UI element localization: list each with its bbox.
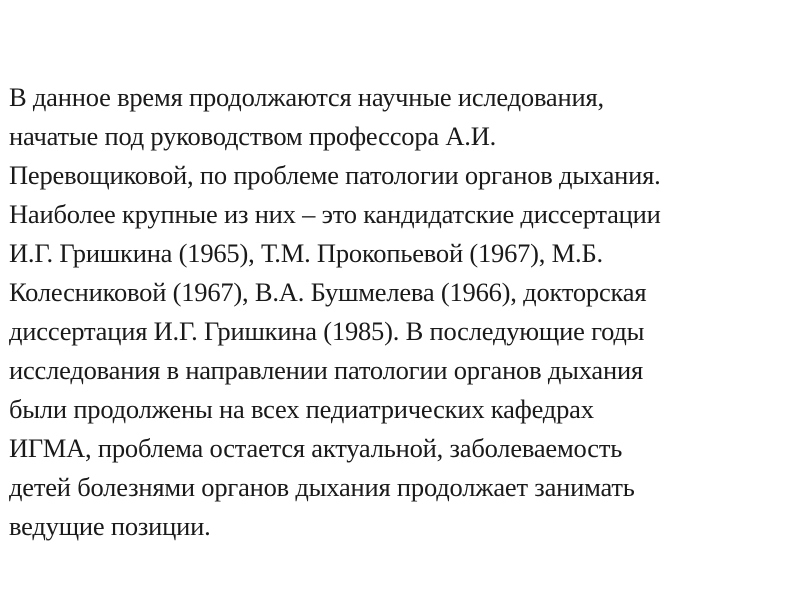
text-line: ведущие позиции.	[9, 511, 211, 541]
text-line: Наиболее крупные из них – это кандидатские диссертации	[9, 199, 661, 229]
text-line: Перевощиковой, по проблеме патологии органов дыхания.	[9, 160, 661, 190]
text-line: детей болезнями органов дыхания продолжает занимать	[9, 472, 635, 502]
text-line: Колесниковой (1967), В.А. Бушмелева (1966), докторская	[9, 277, 647, 307]
text-line: И.Г. Гришкина (1965), Т.М. Прокопьевой (1967), М.Б.	[9, 238, 603, 268]
text-line: В данное время продолжаются научные иследования,	[9, 82, 604, 112]
text-line: начатые под руководством профессора А.И.	[9, 121, 497, 151]
text-line: ИГМА, проблема остается актуальной, заболеваемость	[9, 433, 623, 463]
body-text	[9, 78, 799, 546]
text-line: были продолжены на всех педиатрических кафедрах	[9, 394, 594, 424]
text-line: исследования в направлении патологии органов дыхания	[9, 355, 643, 385]
text-line: диссертация И.Г. Гришкина (1985). В последующие годы	[9, 316, 645, 346]
